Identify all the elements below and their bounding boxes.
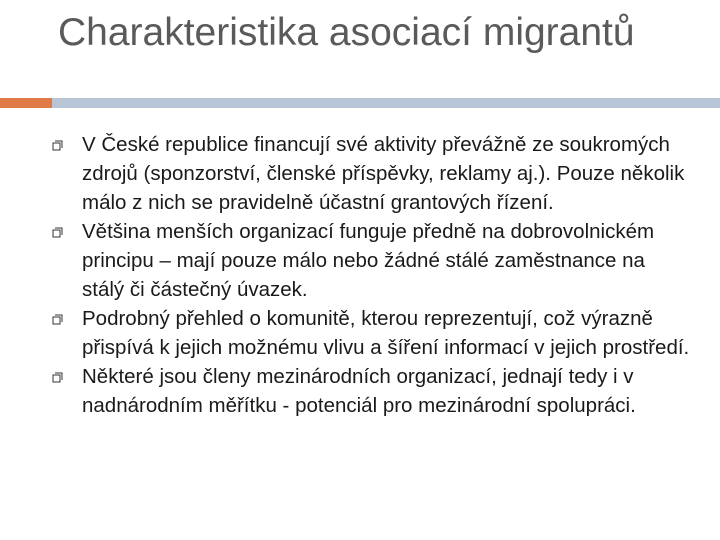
square-bullet-icon [52, 226, 64, 238]
bullet-item [52, 304, 692, 362]
bullet-text: Většina menších organizací funguje předně na dobrovolnickém principu – mají pouze málo nebo žádné stálé zaměstnance na stálý či částečný úvazek. [82, 220, 655, 301]
title-rule [52, 98, 720, 108]
bullet-text: Podrobný přehled o komunitě, kterou reprezentují, což výrazně přispívá k jejich možnému vlivu a šíření informací v jejich prostředí. [82, 307, 690, 359]
bullet-item [52, 362, 692, 420]
slide-title: Charakteristika asociací migrantů [58, 11, 635, 54]
bullet-list [52, 130, 692, 420]
square-bullet-icon [52, 139, 64, 151]
title-rule-accent [0, 98, 52, 108]
bullet-item [52, 130, 692, 217]
bullet-text: V České republice financují své aktivity převážně ze soukromých zdrojů (sponzorství, členské příspěvky, reklamy aj.). Pouze několik málo z nich se pravidelně účastní grantových řízení. [82, 133, 685, 214]
square-bullet-icon [52, 371, 64, 383]
bullet-item [52, 217, 692, 304]
bullet-text: Některé jsou členy mezinárodních organizací, jednají tedy i v nadnárodním měřítku - potenciál pro mezinárodní spolupráci. [82, 365, 636, 417]
square-bullet-icon [52, 313, 64, 325]
